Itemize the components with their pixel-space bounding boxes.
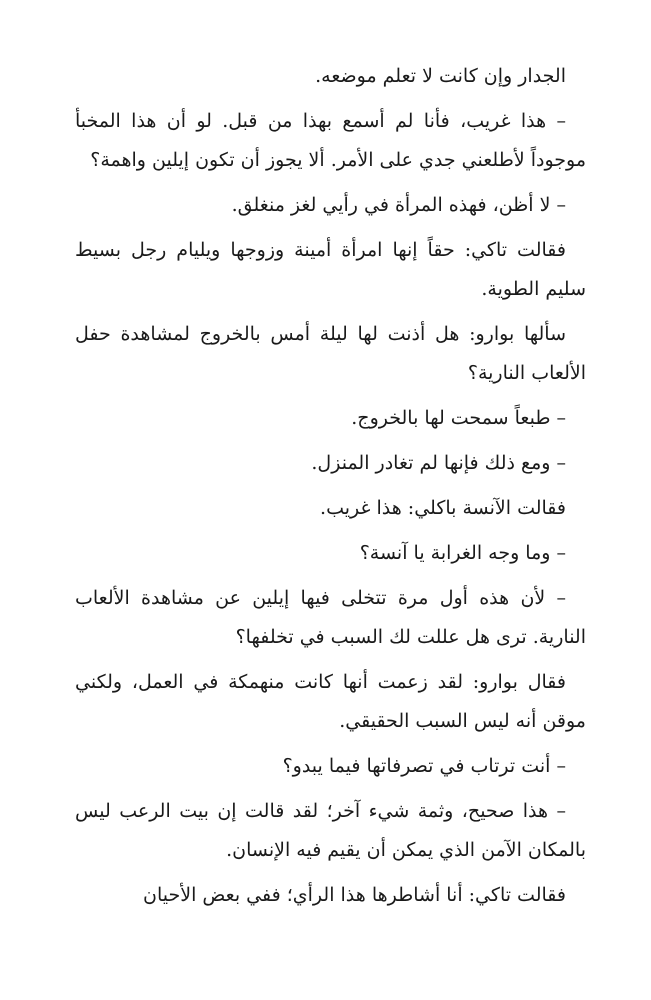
paragraph: – لأن هذه أول مرة تتخلى فيها إيلين عن مشاهدة الألعاب النارية. ترى هل عللت لك السبب في تخلفها؟ (75, 587, 586, 648)
paragraph: – لا أظن، فهذه المرأة في رأيي لغز منغلق. (231, 194, 566, 216)
paragraph: – أنت ترتاب في تصرفاتها فيما يبدو؟ (282, 755, 566, 777)
paragraph: فقالت الآنسة باكلي: هذا غريب. (320, 497, 566, 519)
paragraph: فقالت تاكي: أنا أشاطرها هذا الرأي؛ ففي بعض الأحيان (143, 884, 566, 906)
paragraph: – وما وجه الغرابة يا آنسة؟ (359, 542, 566, 564)
paragraph: فقالت تاكي: حقاً إنها امرأة أمينة وزوجها ويليام رجل بسيط سليم الطوية. (75, 239, 586, 300)
paragraph: – هذا صحيح، وثمة شيء آخر؛ لقد قالت إن بيت الرعب ليس بالمكان الآمن الذي يمكن أن يقيم فيه الإنسان. (75, 800, 586, 861)
paragraph: – طبعاً سمحت لها بالخروج. (351, 407, 566, 429)
paragraph: سألها بوارو: هل أذنت لها ليلة أمس بالخروج لمشاهدة حفل الألعاب النارية؟ (75, 323, 586, 384)
paragraph: – هذا غريب، فأنا لم أسمع بهذا من قبل. لو أن هذا المخبأ موجوداً لأطلعني جدي على الأمر. ألا يجوز أن تكون إيلين واهمة؟ (75, 110, 586, 171)
book-page (75, 57, 586, 921)
paragraph: فقال بوارو: لقد زعمت أنها كانت منهمكة في العمل، ولكني موقن أنه ليس السبب الحقيقي. (75, 671, 586, 732)
paragraph: – ومع ذلك فإنها لم تغادر المنزل. (311, 452, 566, 474)
paragraph: الجدار وإن كانت لا تعلم موضعه. (315, 65, 566, 87)
